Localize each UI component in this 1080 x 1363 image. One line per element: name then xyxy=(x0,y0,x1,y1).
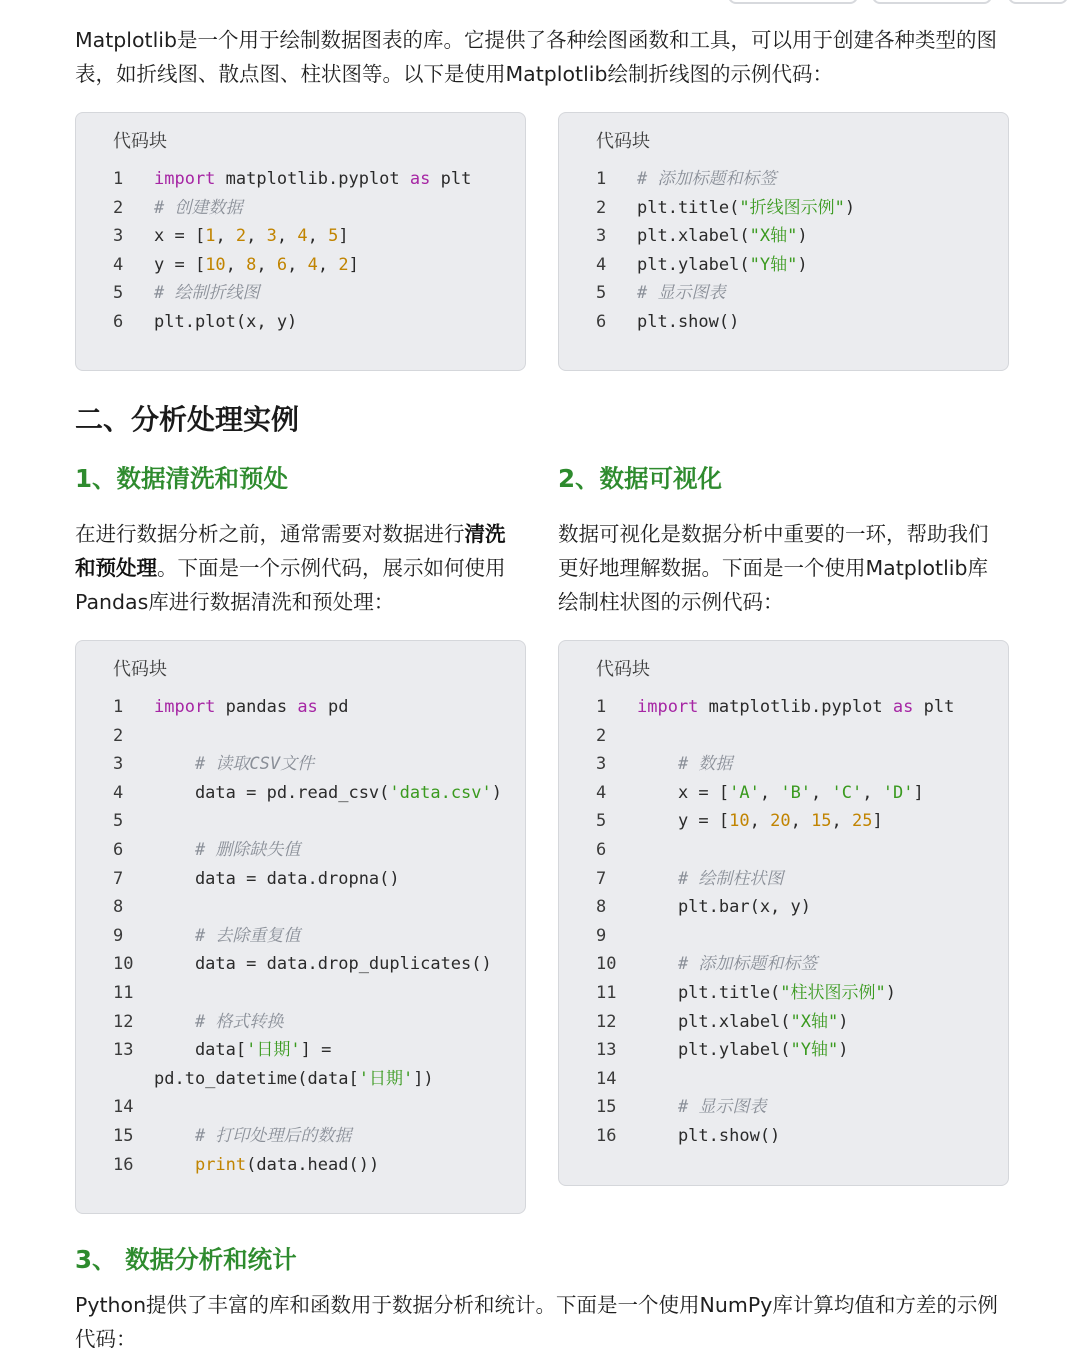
code-token: plt.title( xyxy=(637,197,740,218)
code-token: data = data.dropna() xyxy=(154,868,400,889)
code-line xyxy=(559,1036,1008,1065)
code-token: ) xyxy=(885,982,897,1003)
code-token: # 创建数据 xyxy=(154,197,243,218)
code-text xyxy=(154,308,297,337)
code-lines xyxy=(559,165,1008,337)
code-token: ) xyxy=(491,782,503,803)
code-token: 8 xyxy=(246,254,257,275)
code-line xyxy=(559,1122,1008,1151)
code-line xyxy=(76,836,525,865)
line-number: 1 xyxy=(596,697,607,717)
text-span: 。下面是一个示例代码，展示如何使用 xyxy=(157,556,506,580)
code-token: , xyxy=(759,782,781,803)
code-line xyxy=(559,836,1008,865)
line-number: 4 xyxy=(596,254,607,275)
code-token: ] = xyxy=(300,1040,332,1061)
line-number: 10 xyxy=(596,954,617,975)
code-token: plt.show() xyxy=(637,311,740,332)
code-text xyxy=(637,779,924,808)
code-text xyxy=(154,865,400,894)
code-token: plt.show() xyxy=(637,1125,781,1146)
code-token: , xyxy=(317,254,339,275)
paragraph-line xyxy=(75,551,506,585)
code-token: 10 xyxy=(729,811,750,832)
line-number: 3 xyxy=(596,226,607,247)
code-token: # 读取CSV文件 xyxy=(194,754,315,775)
code-token: ) xyxy=(838,1011,849,1032)
code-text xyxy=(637,308,739,337)
code-line xyxy=(76,222,525,251)
code-token: plt xyxy=(430,169,472,189)
code-token: 5 xyxy=(328,226,339,247)
code-token xyxy=(637,869,678,889)
code-token: # 添加标题和标签 xyxy=(677,954,818,975)
code-token: plt.xlabel( xyxy=(637,1011,791,1032)
code-token: ] xyxy=(338,226,349,247)
code-text xyxy=(154,222,349,251)
code-token: , xyxy=(790,811,812,832)
code-token: pd xyxy=(317,697,349,717)
code-text xyxy=(154,922,300,951)
code-token: y = [ xyxy=(637,811,730,832)
code-line xyxy=(76,865,525,894)
code-block-title: 代码块 xyxy=(596,131,650,152)
bold-text: 清洗 xyxy=(464,522,506,546)
code-token: 20 xyxy=(770,811,791,832)
code-token: x = [ xyxy=(637,782,730,803)
code-line xyxy=(76,1008,525,1037)
line-number: 15 xyxy=(596,1097,617,1118)
code-token: "Y轴" xyxy=(790,1040,839,1061)
code-token: plt.xlabel( xyxy=(637,226,750,247)
code-token: 4 xyxy=(307,254,318,275)
code-token: as xyxy=(297,697,318,717)
code-token: # 绘制柱状图 xyxy=(677,868,784,889)
code-token: 'D' xyxy=(882,782,914,803)
top-button-left[interactable] xyxy=(728,0,858,4)
code-line xyxy=(559,893,1008,922)
paragraph-statistics xyxy=(75,1288,998,1356)
line-number: 9 xyxy=(596,925,607,946)
code-token: , xyxy=(215,226,236,247)
code-line xyxy=(76,1065,525,1094)
code-token: plt.ylabel( xyxy=(637,1040,791,1061)
code-token xyxy=(637,1097,678,1117)
paragraph-line: 数据可视化是数据分析中重要的一环，帮助我们 xyxy=(558,522,989,546)
code-text xyxy=(154,279,259,308)
code-token: '日期' xyxy=(358,1068,414,1089)
code-token: plt.plot(x, y) xyxy=(154,311,298,332)
code-line xyxy=(76,1122,525,1151)
code-text xyxy=(154,750,314,779)
code-token: "Y轴" xyxy=(749,254,798,275)
code-line xyxy=(559,1008,1008,1037)
code-token: , xyxy=(862,782,883,803)
code-token: matplotlib.pyplot xyxy=(215,169,410,189)
line-number: 5 xyxy=(113,811,124,832)
code-token: 2 xyxy=(235,226,247,247)
line-number: 3 xyxy=(596,754,607,775)
code-block-title: 代码块 xyxy=(113,131,167,152)
line-number: 5 xyxy=(596,811,607,832)
code-token: print xyxy=(194,1154,247,1175)
top-button-middle[interactable] xyxy=(872,0,992,4)
line-number: 16 xyxy=(596,1125,617,1146)
code-token: # 添加标题和标签 xyxy=(637,169,777,189)
code-token: ] xyxy=(913,782,924,803)
code-text xyxy=(637,279,725,308)
code-token xyxy=(154,754,195,774)
code-token: 2 xyxy=(338,254,349,275)
code-token: , xyxy=(256,254,277,275)
code-token xyxy=(154,1012,195,1032)
code-token: 6 xyxy=(276,254,288,275)
intro-line-2: 表，如折线图、散点图、柱状图等。以下是使用Matplotlib绘制折线图的示例代码： xyxy=(75,62,833,86)
bold-text: 和预处理 xyxy=(75,556,157,580)
code-line xyxy=(559,722,1008,751)
code-token xyxy=(154,1126,195,1146)
code-token: , xyxy=(287,254,308,275)
line-number: 2 xyxy=(113,725,124,746)
code-line xyxy=(76,950,525,979)
code-text xyxy=(637,893,811,922)
code-text xyxy=(154,950,492,979)
code-block-title: 代码块 xyxy=(113,659,167,680)
code-token: 'data.csv' xyxy=(389,782,492,803)
line-number: 7 xyxy=(596,868,607,889)
code-text xyxy=(637,750,732,779)
line-number: 1 xyxy=(113,169,124,189)
code-line xyxy=(559,979,1008,1008)
code-text xyxy=(637,1008,849,1037)
code-token: # 删除缺失值 xyxy=(194,839,301,860)
code-token: pandas xyxy=(215,697,298,717)
line-number: 12 xyxy=(113,1011,134,1032)
line-number: 2 xyxy=(113,197,124,218)
subsection-title-visualization: 2、数据可视化 xyxy=(558,464,723,493)
code-line xyxy=(76,1151,525,1180)
line-number: 15 xyxy=(113,1125,134,1146)
code-line xyxy=(559,222,1008,251)
paragraph-line: Pandas库进行数据清洗和预处理： xyxy=(75,590,395,614)
code-line xyxy=(76,750,525,779)
top-button-right[interactable] xyxy=(1008,0,1068,4)
line-number: 6 xyxy=(113,311,124,332)
code-line xyxy=(76,251,525,280)
code-token: # 去除重复值 xyxy=(194,925,301,946)
code-line xyxy=(559,950,1008,979)
code-token: 3 xyxy=(266,226,277,247)
code-text xyxy=(637,1036,849,1065)
line-number: 5 xyxy=(113,283,124,304)
line-number: 9 xyxy=(113,925,124,946)
line-number: 14 xyxy=(113,1097,134,1118)
code-token: "X轴" xyxy=(790,1011,839,1032)
line-number: 3 xyxy=(113,754,124,775)
code-text xyxy=(154,165,471,194)
code-token: 1 xyxy=(205,226,216,247)
code-token: , xyxy=(307,226,329,247)
line-number: 11 xyxy=(596,982,617,1003)
code-line xyxy=(559,308,1008,337)
code-text xyxy=(154,1065,434,1094)
paragraph-line: 代码： xyxy=(75,1327,137,1351)
code-token: # 打印处理后的数据 xyxy=(194,1125,352,1146)
code-line xyxy=(559,865,1008,894)
code-token: ] xyxy=(348,254,359,275)
code-block-line-plot-data xyxy=(75,112,526,371)
line-number: 1 xyxy=(596,169,607,189)
code-token: # 显示图表 xyxy=(677,1097,767,1118)
line-number: 4 xyxy=(113,782,124,803)
code-token: ] xyxy=(872,811,883,832)
line-number: 13 xyxy=(596,1040,617,1061)
code-line xyxy=(76,165,525,194)
code-token: # 绘制折线图 xyxy=(154,283,260,304)
code-block-line-plot-labels xyxy=(558,112,1009,371)
code-token: , xyxy=(811,782,832,803)
code-token: plt.bar(x, y) xyxy=(637,897,811,918)
code-text xyxy=(637,979,896,1008)
code-token: # 数据 xyxy=(677,754,733,775)
code-token: import xyxy=(637,697,699,717)
code-line xyxy=(559,693,1008,722)
code-token: data = data.drop_duplicates() xyxy=(154,954,492,975)
code-line xyxy=(76,979,525,1008)
code-text xyxy=(154,251,359,280)
line-number: 14 xyxy=(596,1068,617,1089)
code-token: import xyxy=(154,697,216,717)
code-lines xyxy=(559,693,1008,1151)
code-token: pd.to_datetime(data[ xyxy=(154,1068,359,1089)
code-lines xyxy=(76,693,525,1179)
code-line xyxy=(76,893,525,922)
code-token: data[ xyxy=(154,1040,247,1061)
paragraph-line: 绘制柱状图的示例代码： xyxy=(558,590,784,614)
code-text xyxy=(154,1008,283,1037)
code-text xyxy=(637,807,883,836)
line-number: 16 xyxy=(113,1154,134,1175)
code-text xyxy=(637,693,954,722)
code-line xyxy=(559,1093,1008,1122)
code-token xyxy=(637,954,678,974)
code-line xyxy=(559,750,1008,779)
code-lines xyxy=(76,165,525,337)
code-text xyxy=(154,1122,351,1151)
code-token: plt.title( xyxy=(637,982,781,1003)
code-token: ) xyxy=(797,226,808,247)
paragraph-cleaning xyxy=(75,517,506,619)
code-token: matplotlib.pyplot xyxy=(698,697,893,717)
code-text xyxy=(154,693,349,722)
code-text xyxy=(637,194,855,223)
code-text xyxy=(154,1036,331,1065)
code-token: "折线图示例" xyxy=(739,197,845,218)
code-line xyxy=(559,279,1008,308)
line-number: 4 xyxy=(113,254,124,275)
line-number: 11 xyxy=(113,982,134,1003)
line-number: 2 xyxy=(596,725,607,746)
code-line xyxy=(76,1036,525,1065)
code-token xyxy=(637,754,678,774)
paragraph-line: Python提供了丰富的库和函数用于数据分析和统计。下面是一个使用NumPy库计算均值和方差的示例 xyxy=(75,1293,998,1317)
paragraph-visualization xyxy=(558,517,989,619)
code-token xyxy=(154,840,195,860)
line-number: 6 xyxy=(596,311,607,332)
code-token: "X轴" xyxy=(749,226,798,247)
code-line xyxy=(76,722,525,751)
code-token: 4 xyxy=(297,226,308,247)
code-line xyxy=(76,807,525,836)
code-line xyxy=(559,1065,1008,1094)
code-token: 'C' xyxy=(831,782,863,803)
line-number: 1 xyxy=(113,697,124,717)
code-line xyxy=(76,779,525,808)
code-text xyxy=(637,222,808,251)
code-line xyxy=(76,922,525,951)
code-text xyxy=(154,779,502,808)
line-number: 6 xyxy=(596,839,607,860)
line-number: 12 xyxy=(596,1011,617,1032)
code-text xyxy=(637,950,817,979)
code-line xyxy=(76,279,525,308)
code-block-title: 代码块 xyxy=(596,659,650,680)
code-line xyxy=(76,1093,525,1122)
code-line xyxy=(559,922,1008,951)
line-number: 13 xyxy=(113,1040,134,1061)
subsection-title-cleaning: 1、数据清洗和预处 xyxy=(75,464,289,493)
code-text xyxy=(154,1151,379,1180)
text-span: 在进行数据分析之前，通常需要对数据进行 xyxy=(75,522,465,546)
intro-paragraph xyxy=(75,23,997,91)
code-token: (data.head()) xyxy=(246,1154,380,1175)
code-text xyxy=(154,836,300,865)
code-text xyxy=(637,1122,780,1151)
line-number: 5 xyxy=(596,283,607,304)
code-token: , xyxy=(276,226,298,247)
code-token: , xyxy=(831,811,853,832)
code-text xyxy=(637,1093,766,1122)
code-token: as xyxy=(892,697,914,717)
code-token xyxy=(154,926,195,946)
code-token: , xyxy=(225,254,247,275)
code-block-pandas-cleaning xyxy=(75,640,526,1214)
code-line xyxy=(559,807,1008,836)
code-token: plt.ylabel( xyxy=(637,254,750,275)
line-number: 4 xyxy=(596,782,607,803)
code-text xyxy=(637,165,776,194)
code-token: '日期' xyxy=(246,1040,301,1061)
line-number: 8 xyxy=(113,897,124,918)
code-line xyxy=(76,194,525,223)
line-number: 6 xyxy=(113,839,124,860)
code-token xyxy=(154,1155,195,1175)
code-token: 'B' xyxy=(780,782,812,803)
code-token: data = pd.read_csv( xyxy=(154,782,390,803)
code-line xyxy=(559,251,1008,280)
code-token: , xyxy=(246,226,267,247)
line-number: 8 xyxy=(596,897,607,918)
code-token: 15 xyxy=(811,811,832,832)
code-text xyxy=(637,251,808,280)
code-line xyxy=(559,779,1008,808)
subsection-title-statistics: 3、 数据分析和统计 xyxy=(75,1245,297,1274)
code-token: x = [ xyxy=(154,226,206,247)
line-number: 10 xyxy=(113,954,134,975)
code-token: as xyxy=(409,169,431,189)
paragraph-line xyxy=(75,517,506,551)
code-block-bar-chart xyxy=(558,640,1009,1186)
code-token: # 显示图表 xyxy=(637,283,726,304)
code-token: ]) xyxy=(413,1068,434,1089)
section-heading: 二、分析处理实例 xyxy=(75,403,300,436)
code-token: "柱状图示例" xyxy=(780,982,886,1003)
code-token: ) xyxy=(797,254,808,275)
code-token: 25 xyxy=(852,811,873,832)
code-token: ) xyxy=(844,197,856,218)
code-line xyxy=(559,194,1008,223)
code-token: ) xyxy=(838,1040,849,1061)
code-text xyxy=(637,865,783,894)
intro-line-1: Matplotlib是一个用于绘制数据图表的库。它提供了各种绘图函数和工具，可以用于创建各种类型的图 xyxy=(75,28,997,52)
line-number: 7 xyxy=(113,868,124,889)
code-token: 10 xyxy=(205,254,226,275)
code-token: import xyxy=(154,169,216,189)
code-line xyxy=(559,165,1008,194)
code-token: plt xyxy=(913,697,955,717)
code-token: , xyxy=(749,811,771,832)
code-line xyxy=(76,308,525,337)
code-token: y = [ xyxy=(154,254,206,275)
code-token: 'A' xyxy=(729,782,760,803)
line-number: 3 xyxy=(113,226,124,247)
code-line xyxy=(76,693,525,722)
paragraph-line: 更好地理解数据。下面是一个使用Matplotlib库 xyxy=(558,556,988,580)
code-token: # 格式转换 xyxy=(194,1011,284,1032)
code-text xyxy=(154,194,242,223)
line-number: 2 xyxy=(596,197,607,218)
